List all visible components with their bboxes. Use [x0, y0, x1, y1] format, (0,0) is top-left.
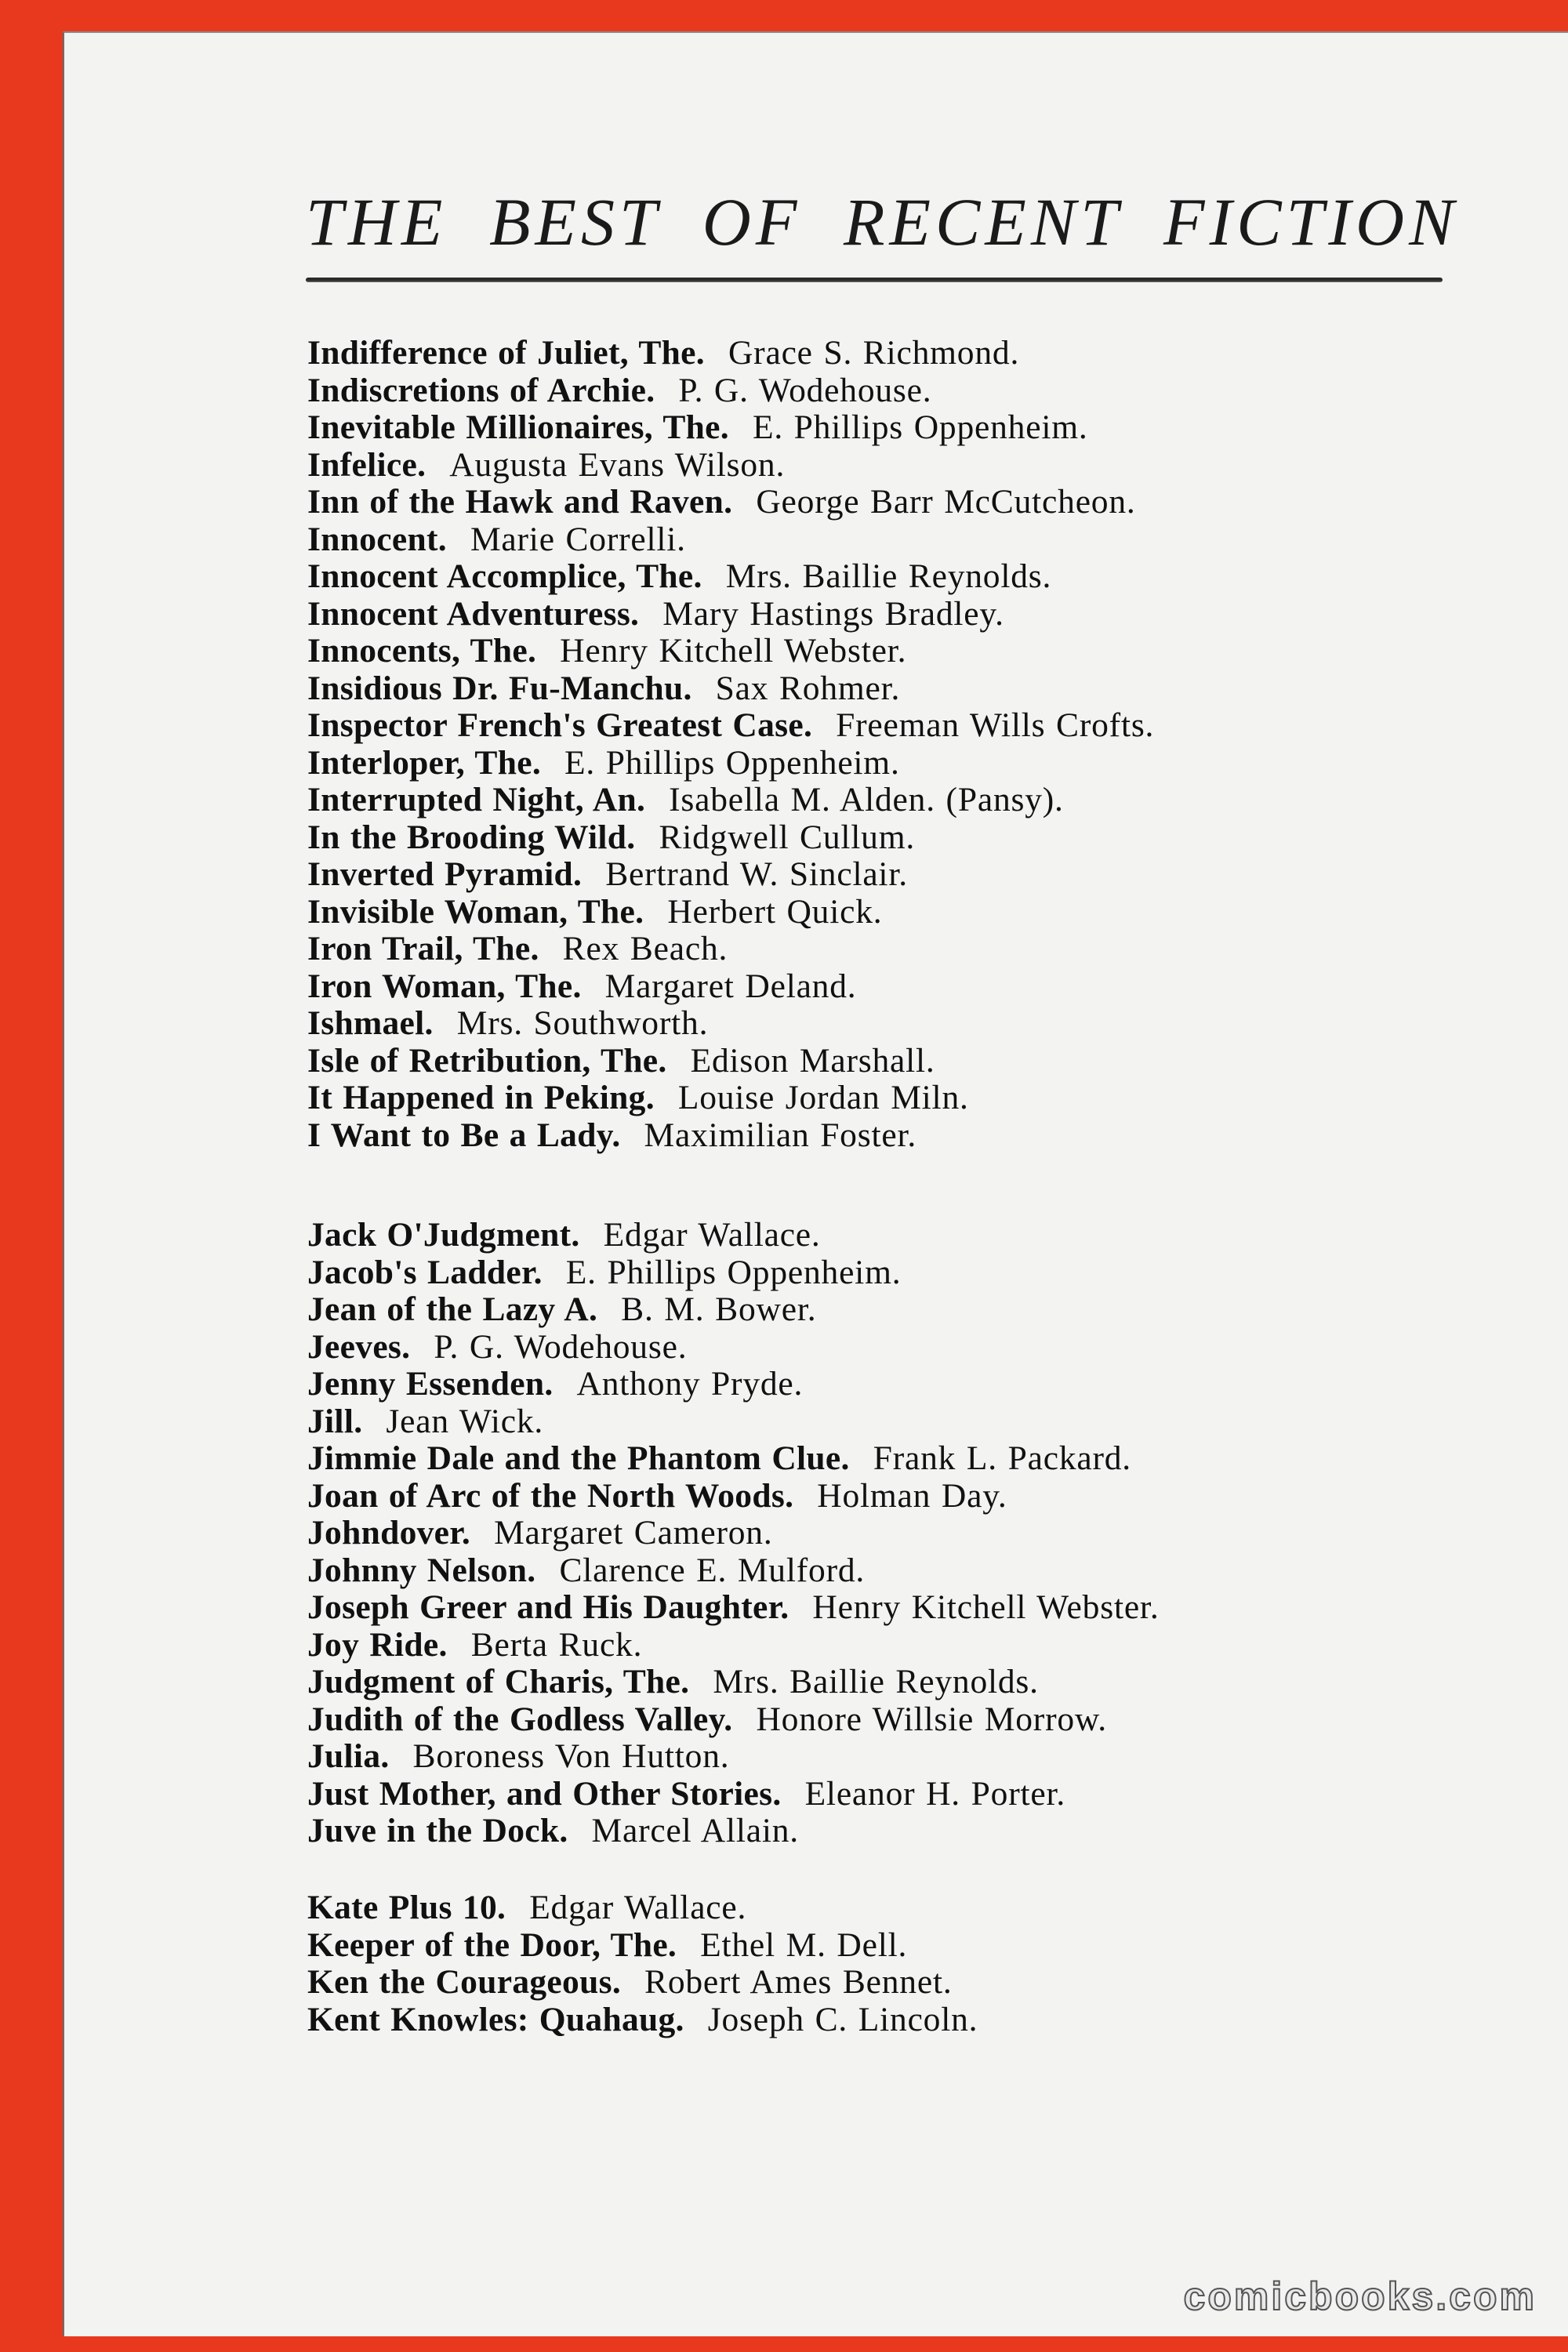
book-entry [307, 931, 1499, 968]
book-author: Honore Willsie Morrow. [756, 1700, 1107, 1738]
book-title: Jean of the Lazy A. [307, 1290, 598, 1328]
book-author: Ridgwell Cullum. [659, 818, 916, 856]
book-title: Iron Trail, The. [307, 930, 539, 967]
book-title: Isle of Retribution, The. [307, 1041, 667, 1080]
section-i [307, 335, 1499, 1154]
book-title: Inspector French's Greatest Case. [307, 706, 813, 744]
book-author: Frank L. Packard. [873, 1439, 1131, 1477]
book-entry [307, 745, 1499, 782]
book-entry [307, 1005, 1499, 1043]
book-entry [307, 2002, 1499, 2039]
book-title: Kent Knowles: Quahaug. [307, 2000, 684, 2038]
book-author: Marie Correlli. [470, 520, 686, 558]
book-author: Boroness Von Hutton. [412, 1737, 730, 1775]
book-author: Jean Wick. [386, 1402, 544, 1440]
book-entry [307, 1738, 1499, 1776]
book-title: Interloper, The. [307, 743, 542, 782]
book-author: George Barr McCutcheon. [756, 483, 1136, 521]
book-title: Inverted Pyramid. [307, 855, 583, 893]
book-entry [307, 558, 1499, 596]
book-entry [307, 1927, 1499, 1965]
book-title: Insidious Dr. Fu-Manchu. [307, 669, 692, 707]
book-title: Indiscretions of Archie. [307, 371, 655, 409]
book-entry [307, 819, 1499, 857]
book-author: Mary Hastings Bradley. [662, 594, 1004, 633]
book-author: Joseph C. Lincoln. [707, 2000, 978, 2038]
book-entry [307, 372, 1499, 410]
book-entry [307, 447, 1499, 485]
book-title: Jill. [307, 1402, 363, 1440]
book-entry [307, 409, 1499, 447]
book-title: Just Mother, and Other Stories. [307, 1774, 782, 1813]
book-author: Louise Jordan Miln. [677, 1079, 969, 1116]
book-title: Innocent Adventuress. [307, 594, 640, 633]
book-author: E. Phillips Oppenheim. [565, 1253, 902, 1291]
book-title: Johndover. [307, 1514, 471, 1552]
book-author: Eleanor H. Porter. [804, 1774, 1066, 1813]
book-author: Ethel M. Dell. [700, 1926, 908, 1964]
book-author: Herbert Quick. [667, 892, 883, 931]
book-title: Joan of Arc of the North Woods. [307, 1476, 794, 1515]
page-title: THE BEST OF RECENT FICTION [306, 184, 1459, 260]
book-title: Inevitable Millionaires, The. [307, 408, 729, 446]
book-entry [307, 1664, 1499, 1701]
book-entry [307, 1627, 1499, 1664]
book-entry [307, 1217, 1499, 1254]
book-entry [307, 894, 1499, 931]
book-entry [307, 707, 1499, 745]
book-entry [307, 1964, 1499, 2002]
section-k [307, 1889, 1499, 2038]
book-author: Isabella M. Alden. (Pansy). [669, 781, 1064, 818]
title-underline [306, 278, 1443, 282]
book-title: Keeper of the Door, The. [307, 1926, 677, 1964]
book-author: Edison Marshall. [690, 1041, 935, 1080]
book-entry [307, 1080, 1499, 1117]
book-entry [307, 1478, 1499, 1515]
book-entry [307, 633, 1499, 670]
book-entry [307, 1440, 1499, 1478]
book-entry [307, 670, 1499, 708]
book-entry [307, 335, 1499, 372]
book-entry [307, 521, 1499, 559]
book-author: Augusta Evans Wilson. [449, 445, 786, 484]
book-title: Judith of the Godless Valley. [307, 1700, 733, 1738]
book-author: Rex Beach. [562, 930, 728, 967]
book-title: Julia. [307, 1737, 390, 1775]
book-author: B. M. Bower. [621, 1290, 817, 1328]
book-title: Inn of the Hawk and Raven. [307, 483, 733, 521]
book-author: Margaret Cameron. [494, 1514, 773, 1552]
book-entry [307, 1552, 1499, 1590]
book-title: Infelice. [307, 445, 426, 484]
book-entry [307, 1329, 1499, 1367]
book-author: E. Phillips Oppenheim. [752, 408, 1088, 446]
book-entry [307, 1366, 1499, 1403]
book-title: Joseph Greer and His Daughter. [307, 1588, 789, 1626]
book-title: Kate Plus 10. [307, 1889, 506, 1926]
book-title: Juve in the Dock. [307, 1812, 568, 1849]
book-title: Ishmael. [307, 1004, 434, 1042]
book-entry [307, 1403, 1499, 1441]
book-entry [307, 1813, 1499, 1850]
book-author: Bertrand W. Sinclair. [605, 855, 908, 893]
book-title: Jeeves. [307, 1327, 411, 1366]
book-entry [307, 596, 1499, 633]
book-author: Mrs. Baillie Reynolds. [713, 1663, 1039, 1700]
book-title: In the Brooding Wild. [307, 818, 636, 856]
book-author: Edgar Wallace. [603, 1216, 821, 1254]
book-title: Ken the Courageous. [307, 1963, 621, 2001]
book-author: P. G. Wodehouse. [434, 1327, 688, 1366]
book-entry [307, 782, 1499, 819]
book-entry [307, 1043, 1499, 1080]
book-title: Jacob's Ladder. [307, 1253, 543, 1291]
book-author: Marcel Allain. [591, 1812, 799, 1849]
book-entry [307, 1701, 1499, 1739]
book-author: Holman Day. [817, 1476, 1007, 1515]
book-title: Interrupted Night, An. [307, 781, 646, 818]
book-author: Anthony Pryde. [576, 1365, 804, 1403]
book-title: It Happened in Peking. [307, 1079, 655, 1116]
book-author: Maximilian Foster. [644, 1116, 917, 1154]
book-title: Innocents, The. [307, 632, 537, 670]
book-author: Henry Kitchell Webster. [812, 1588, 1160, 1626]
book-title: I Want to Be a Lady. [307, 1116, 621, 1154]
book-entry [307, 1117, 1499, 1155]
book-author: Grace S. Richmond. [728, 334, 1020, 372]
book-author: Mrs. Baillie Reynolds. [725, 557, 1052, 595]
book-title: Innocent Accomplice, The. [307, 557, 702, 595]
book-author: Clarence E. Mulford. [559, 1551, 866, 1589]
section-j [307, 1217, 1499, 1850]
book-title: Invisible Woman, The. [307, 892, 644, 931]
book-title: Innocent. [307, 520, 447, 558]
book-title: Judgment of Charis, The. [307, 1663, 690, 1700]
page-header [306, 184, 1459, 282]
book-title: Jack O'Judgment. [307, 1216, 580, 1254]
book-author: Robert Ames Bennet. [644, 1963, 953, 2001]
book-entry [307, 968, 1499, 1006]
book-entry [307, 856, 1499, 894]
book-title: Johnny Nelson. [307, 1551, 536, 1589]
book-title: Joy Ride. [307, 1625, 448, 1664]
book-title: Indifference of Juliet, The. [307, 334, 705, 372]
book-author: Henry Kitchell Webster. [560, 632, 907, 670]
book-author: Edgar Wallace. [529, 1889, 747, 1926]
watermark-logo: comicbooks.com [1183, 2274, 1537, 2318]
book-entry [307, 1254, 1499, 1292]
book-entry [307, 1515, 1499, 1552]
book-entry [307, 1589, 1499, 1627]
book-title: Jimmie Dale and the Phantom Clue. [307, 1439, 850, 1477]
book-author: E. Phillips Oppenheim. [564, 743, 900, 782]
book-title: Jenny Essenden. [307, 1365, 554, 1403]
book-entry [307, 484, 1499, 521]
book-entry [307, 1889, 1499, 1927]
book-author: Freeman Wills Crofts. [836, 706, 1155, 744]
book-author: Sax Rohmer. [715, 669, 901, 707]
book-author: Margaret Deland. [604, 967, 857, 1005]
book-author: P. G. Wodehouse. [678, 371, 932, 409]
book-entry [307, 1776, 1499, 1813]
book-entry [307, 1291, 1499, 1329]
book-title: Iron Woman, The. [307, 967, 582, 1005]
book-author: Berta Ruck. [470, 1625, 643, 1664]
book-author: Mrs. Southworth. [456, 1004, 709, 1042]
